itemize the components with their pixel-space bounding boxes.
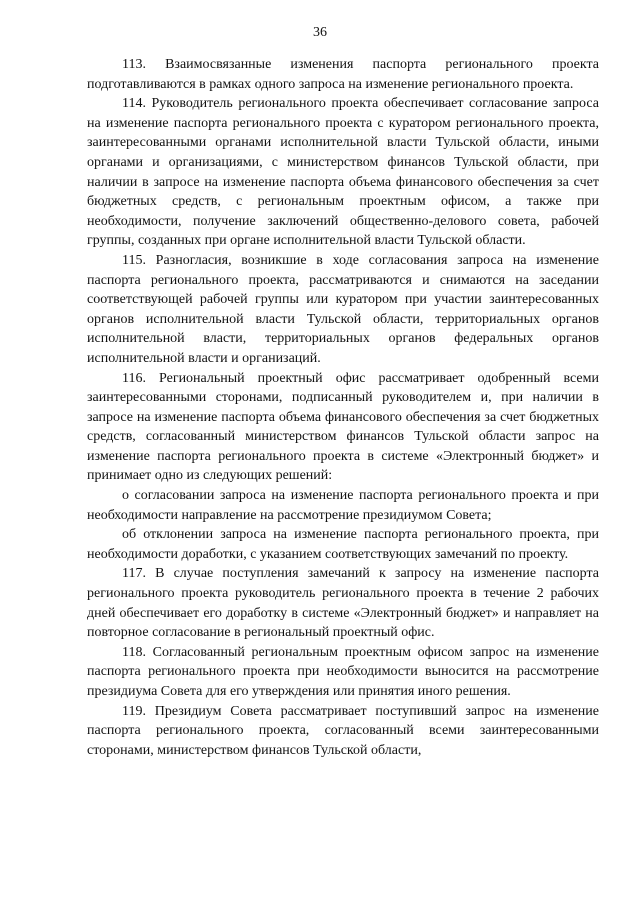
paragraph-117: 117. В случае поступления замечаний к запросу на изменение паспорта регионального проекта руководитель регионального проекта в течение 2 рабочих дней обеспечивает его доработку в системе «Электронный бюджет» и направляет на повторное согласование в региональный проектный офис. (87, 566, 599, 641)
paragraph-113: 113. Взаимосвязанные изменения паспорта регионального проекта подготавливаются в рамках одного запроса на изменение регионального проекта. (87, 57, 599, 92)
paragraph-116-option-reject: об отклонении запроса на изменение паспорта регионального проекта, при необходимости доработки, с указанием соответствующих замечаний по проекту. (87, 527, 599, 562)
paragraph-116: 116. Региональный проектный офис рассматривает одобренный всеми заинтересованными сторонами, подписанный руководителем и, при наличии в запросе на изменение паспорта объема финансового обеспечения за счет бюджетных средств, согласованный министерством финансов Тульской области запрос на изменение паспорта регионального проекта в системе «Электронный бюджет» и принимает одно из следующих решений: (87, 370, 599, 484)
document-body (87, 55, 599, 760)
page-number: 36 (313, 25, 327, 40)
paragraph-114: 114. Руководитель регионального проекта обеспечивает согласование запроса на изменение паспорта регионального проекта с куратором регионального проекта, заинтересованными органами исполнительной власти Тульской области, иными органами и организациями, с министерством финансов Тульской области, при наличии в запросе на изменение паспорта объема финансового обеспечения за счет бюджетных средств, с региональным проектным офисом, а также при необходимости, получение заключений общественно-делового совета, рабочей группы, созданных при органе исполнительной власти Тульской области. (87, 96, 599, 249)
paragraph-118: 118. Согласованный региональным проектным офисом запрос на изменение паспорта регионального проекта при необходимости выносится на рассмотрение президиума Совета для его утверждения или принятия иного решения. (87, 644, 599, 699)
paragraph-119: 119. Президиум Совета рассматривает поступивший запрос на изменение паспорта регионального проекта, согласованный всеми заинтересованными сторонами, министерством финансов Тульской области, (87, 703, 599, 758)
paragraph-116-option-approve: о согласовании запроса на изменение паспорта регионального проекта и при необходимости направление на рассмотрение президиумом Совета; (87, 488, 599, 523)
paragraph-115: 115. Разногласия, возникшие в ходе согласования запроса на изменение паспорта регионального проекта, рассматриваются и снимаются на заседании соответствующей рабочей группы или куратором при участии заинтересованных органов исполнительной власти Тульской области, территориальных органов исполнительной власти, территориальных органов федеральных органов исполнительной власти и организаций. (87, 252, 599, 366)
